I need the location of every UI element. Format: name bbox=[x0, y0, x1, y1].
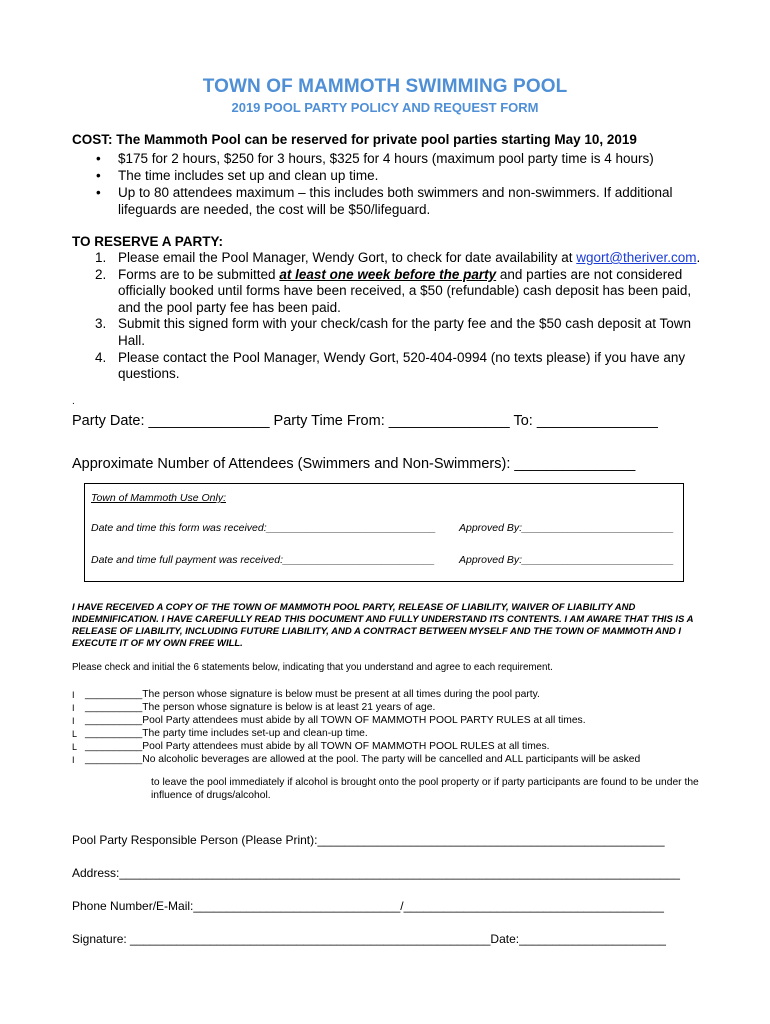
step-text: Submit this signed form with your check/cash for the party fee and the $50 cash deposit at Town Hall. bbox=[118, 316, 692, 348]
check-mark: I bbox=[72, 715, 75, 726]
step-text: Forms are to be submitted bbox=[118, 266, 280, 282]
step-number: 3. bbox=[95, 316, 107, 332]
statement-text: __________The person whose signature is below is at least 21 years of age. bbox=[85, 701, 436, 713]
attendees-field[interactable]: Approximate Number of Attendees (Swimmers and Non-Swimmers): _______________ bbox=[72, 456, 636, 472]
statement-text: __________The party time includes set-up and clean-up time. bbox=[85, 727, 368, 739]
manager-email-link[interactable]: wgort@theriver.com bbox=[576, 250, 697, 265]
reserve-step-1 bbox=[72, 250, 712, 267]
statement-6-continuation: to leave the pool immediately if alcohol is brought onto the pool property or if party participants are found to be under the influence of drugs/alcohol. bbox=[151, 777, 699, 801]
initial-statement[interactable] bbox=[72, 689, 712, 702]
statement-text: __________Pool Party attendees must abide by all TOWN OF MAMMOTH POOL PARTY RULES at all times. bbox=[85, 714, 586, 726]
step-number: 1. bbox=[95, 250, 107, 265]
check-mark: I bbox=[72, 702, 75, 713]
reserve-step-2 bbox=[72, 267, 712, 317]
initial-instructions: Please check and initial the 6 statements below, indicating that you understand and agree to each requirement. bbox=[72, 662, 553, 673]
step-number: 2. bbox=[95, 266, 107, 282]
responsible-person-field[interactable]: Pool Party Responsible Person (Please Print):____________________________________________________ bbox=[72, 833, 665, 847]
page-title: TOWN OF MAMMOTH SWIMMING POOL bbox=[202, 76, 568, 97]
check-mark: I bbox=[72, 754, 75, 765]
step-text-rest: and parties are not considered officially booked until forms have been received, a $50 (refundable) cash deposit has been paid, and the pool party fee has been paid. bbox=[118, 266, 692, 315]
cost-bullet: • Up to 80 attendees maximum – this includes both swimmers and non-swimmers. If additional lifeguards are needed, the cost will be $50/lifeguard. bbox=[72, 184, 712, 218]
initial-statement[interactable] bbox=[72, 702, 712, 715]
step-text: Please contact the Pool Manager, Wendy Gort, 520-404-0994 (no texts please) if you have any questions. bbox=[118, 349, 686, 382]
cost-bullet-list bbox=[72, 150, 712, 218]
initial-statement[interactable] bbox=[72, 741, 712, 754]
statement-text: __________No alcoholic beverages are allowed at the pool. The party will be cancelled and ALL participants will be asked bbox=[85, 753, 641, 765]
step-text: Please email the Pool Manager, Wendy Gort, to check for date availability at bbox=[118, 250, 577, 265]
statement-text: __________The person whose signature is below must be present at all times during the pool party. bbox=[85, 689, 540, 700]
town-use-only-box bbox=[84, 483, 684, 582]
cost-heading: COST: The Mammoth Pool can be reserved for private pool parties starting May 10, 2019 bbox=[72, 132, 637, 147]
statement-text: __________Pool Party attendees must abide by all TOWN OF MAMMOTH POOL RULES at all times. bbox=[85, 740, 550, 752]
form-received-field[interactable]: Date and time this form was received:_____________________________ bbox=[91, 522, 437, 534]
initial-statements-list bbox=[72, 689, 712, 766]
party-date-time-fields[interactable]: Party Date: _______________ Party Time From: _______________ To: _______________ bbox=[72, 413, 658, 429]
payment-approved-field[interactable]: Approved By:__________________________ bbox=[459, 554, 674, 566]
check-mark: L bbox=[72, 728, 78, 739]
address-field[interactable]: Address:____________________________________________________________________________________ bbox=[72, 866, 680, 880]
payment-received-field[interactable]: Date and time full payment was received:__________________________ bbox=[91, 554, 435, 566]
cost-bullet: • The time includes set up and clean up time. bbox=[72, 167, 712, 184]
stray-dot: . bbox=[72, 396, 75, 407]
check-mark: I bbox=[72, 690, 75, 700]
liability-waiver-text: I HAVE RECEIVED A COPY OF THE TOWN OF MAMMOTH POOL PARTY, RELEASE OF LIABILITY, WAIVER OF LIABILITY AND INDEMNIFICATION. I HAVE CAREFULLY READ THIS DOCUMENT AND FULLY UNDERSTAND ITS CONTENTS. I AM AWARE THAT THIS IS A RELEASE OF LIABILITY, INCLUDING FUTURE LIABILITY, AND A CONTRACT BETWEEN MYSELF AND THE TOWN OF MAMMOTH AND I EXECUTE IT OF MY OWN FREE WILL. bbox=[72, 602, 694, 649]
cost-bullet: • $175 for 2 hours, $250 for 3 hours, $325 for 4 hours (maximum pool party time is 4 hours) bbox=[72, 150, 712, 167]
step-text-end: . bbox=[696, 250, 701, 265]
step-number: 4. bbox=[95, 349, 107, 365]
initial-statement[interactable] bbox=[72, 728, 712, 741]
initial-statement[interactable] bbox=[72, 754, 712, 767]
reserve-step-4 bbox=[72, 350, 712, 383]
signature-date-field[interactable]: Signature: ______________________________________________________Date:______________________ bbox=[72, 932, 666, 946]
check-mark: L bbox=[72, 741, 78, 752]
page-subtitle: 2019 POOL PARTY POLICY AND REQUEST FORM bbox=[231, 100, 539, 115]
form-received-approved-field[interactable]: Approved By:__________________________ bbox=[459, 522, 674, 534]
deadline-emphasis: at least one week before the party bbox=[279, 266, 497, 282]
reserve-steps-list bbox=[72, 250, 712, 383]
reserve-heading: TO RESERVE A PARTY: bbox=[72, 234, 224, 249]
use-only-heading: Town of Mammoth Use Only: bbox=[91, 492, 226, 504]
reserve-step-3 bbox=[72, 316, 712, 349]
phone-email-field[interactable]: Phone Number/E-Mail:_______________________________/_______________________________________ bbox=[72, 899, 664, 913]
initial-statement[interactable] bbox=[72, 715, 712, 728]
